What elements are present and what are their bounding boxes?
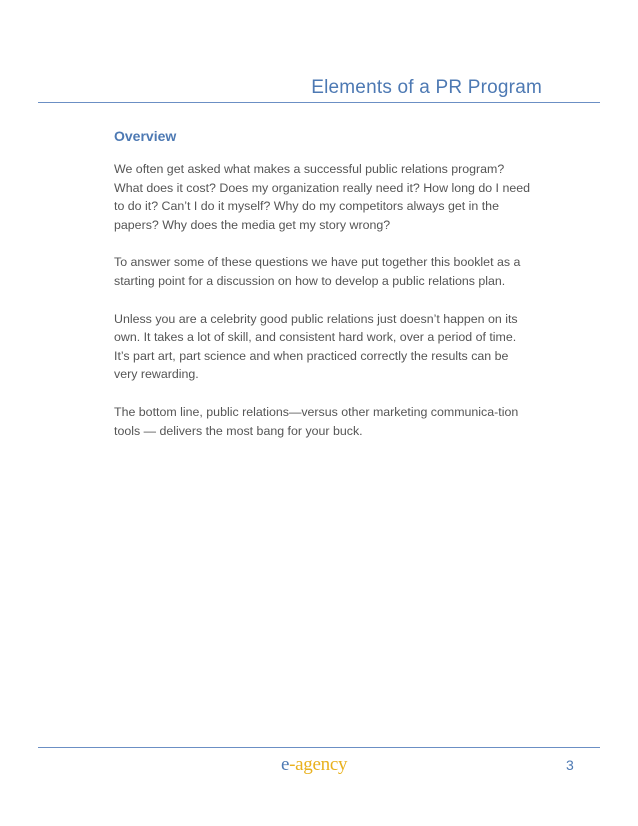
header-divider xyxy=(38,102,600,103)
footer-divider xyxy=(38,747,600,748)
body-paragraph-3: Unless you are a celebrity good public relations just doesn’t happen on its own. It takes a lot of skill, and consistent hard work, over a period of time. It’s part art, part science and when practiced correctly the results can be very rewarding. xyxy=(114,311,518,382)
e-agency-logo xyxy=(281,754,347,776)
logo-dash: - xyxy=(289,754,296,775)
page-header-title: Elements of a PR Program xyxy=(311,77,542,98)
logo-wordmark: agency xyxy=(295,754,348,775)
section-heading-overview: Overview xyxy=(114,128,177,144)
body-paragraph-1: We often get asked what makes a successful public relations program? What does it cost? Does my organization really need it? How long do I need to do it? Can’t I do it myself? Why do my competitors always get in the papers? Why does the media get my story wrong? xyxy=(114,162,531,232)
logo-letter-e: e xyxy=(281,754,290,775)
page-number: 3 xyxy=(566,757,574,773)
body-paragraph-2: To answer some of these questions we have put together this booklet as a starting point for a discussion on how to develop a public relations plan. xyxy=(114,255,521,288)
main-content xyxy=(114,128,534,459)
body-paragraph-4: The bottom line, public relations—versus other marketing communica-tion tools — delivers the most bang for your buck. xyxy=(114,404,519,438)
